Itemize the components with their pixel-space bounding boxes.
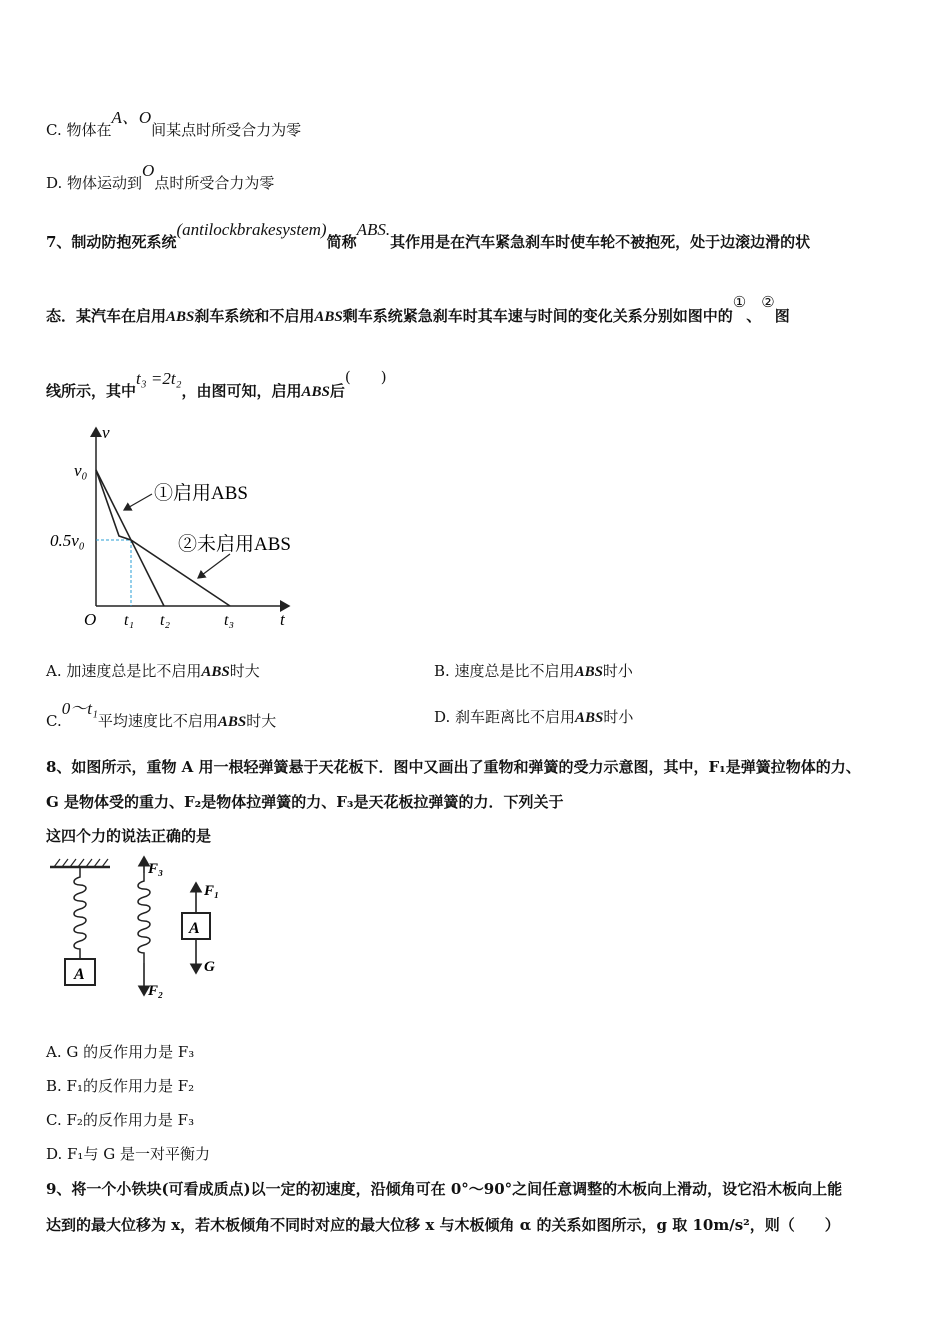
svg-text:G: G	[204, 959, 215, 975]
q6-option-d: D. 物体运动到O点时所受合力为零	[46, 161, 275, 192]
q8-stem-line3: 这四个力的说法正确的是	[46, 827, 212, 845]
q8-stem-line2: G 是物体受的重力、F₂是物体拉弹簧的力、F₃是天花板拉弹簧的力．下列关于	[46, 793, 564, 811]
t2-label: t₂	[160, 612, 171, 629]
svg-text:A: A	[189, 920, 200, 937]
q8-option-c: C. F₂的反作用力是 F₃	[46, 1111, 195, 1129]
t1-label: t₁	[124, 612, 135, 629]
x-axis-label: t	[280, 610, 285, 629]
pointer-arrow-2	[198, 554, 230, 578]
svg-text:F₂: F₂	[148, 983, 164, 999]
pointer-arrow-1	[124, 494, 152, 510]
q8-option-a: A. G 的反作用力是 F₃	[46, 1043, 195, 1061]
q7-option-c: C.0～t₁平均速度比不启用ABS时大	[46, 699, 277, 730]
v0-label: v₀	[74, 461, 88, 480]
q7-option-d: D. 刹车距离比不启用ABS时小	[434, 708, 634, 726]
q7-stem-line2: 态．某汽车在启用ABS刹车系统和不启用ABS剩车系统紧急刹车时其车速与时间的变化关系分别如图中的①、②图	[46, 293, 790, 325]
q7-stem-line3: 线所示，其中t₃ =2t₂，由图可知，启用ABS后( )	[46, 368, 387, 400]
q7-stem-line1: 7、制动防抱死系统(antilockbrakesystem)简称ABS.其作用是在汽车紧急刹车时使车轮不被抱死，处于边滚边滑的状	[46, 220, 811, 251]
q9-stem-line1: 9、将一个小铁块(可看成质点)以一定的初速度，沿倾角可在 0°～90°之间任意调整的木板向上滑动，设它沿木板向上能	[46, 1180, 843, 1198]
q8-stem-line1: 8、如图所示，重物 A 用一根轻弹簧悬于天花板下．图中又画出了重物和弹簧的受力示意图，其中，F₁是弹簧拉物体的力、	[46, 758, 861, 776]
spring-force-figure	[44, 855, 244, 1005]
half-v0-label: 0.5v₀	[50, 531, 85, 550]
q6-option-c: C. 物体在A、O间某点时所受合力为零	[46, 108, 302, 139]
svg-text:F₁: F₁	[204, 883, 220, 899]
q7-option-a: A. 加速度总是比不启用ABS时大	[46, 662, 260, 680]
q9-stem-line2: 达到的最大位移为 x，若木板倾角不同时对应的最大位移 x 与木板倾角 α 的关系如图所示，g 取 10m/s²，则（ ）	[46, 1216, 840, 1234]
q8-option-d: D. F₁与 G 是一对平衡力	[46, 1145, 210, 1163]
origin-label: O	[84, 610, 97, 629]
q8-option-b: B. F₁的反作用力是 F₂	[46, 1077, 195, 1095]
q7-option-b: B. 速度总是比不启用ABS时小	[434, 662, 633, 680]
curve-label-1: ①启用ABS	[154, 483, 248, 504]
t3-label: t₃	[224, 612, 235, 629]
curve-label-2: ②未启用ABS	[178, 534, 291, 555]
abs-velocity-time-graph	[44, 420, 324, 635]
svg-text:A: A	[74, 966, 85, 983]
y-axis-label: v	[102, 423, 110, 442]
svg-text:F₃: F₃	[148, 861, 164, 877]
